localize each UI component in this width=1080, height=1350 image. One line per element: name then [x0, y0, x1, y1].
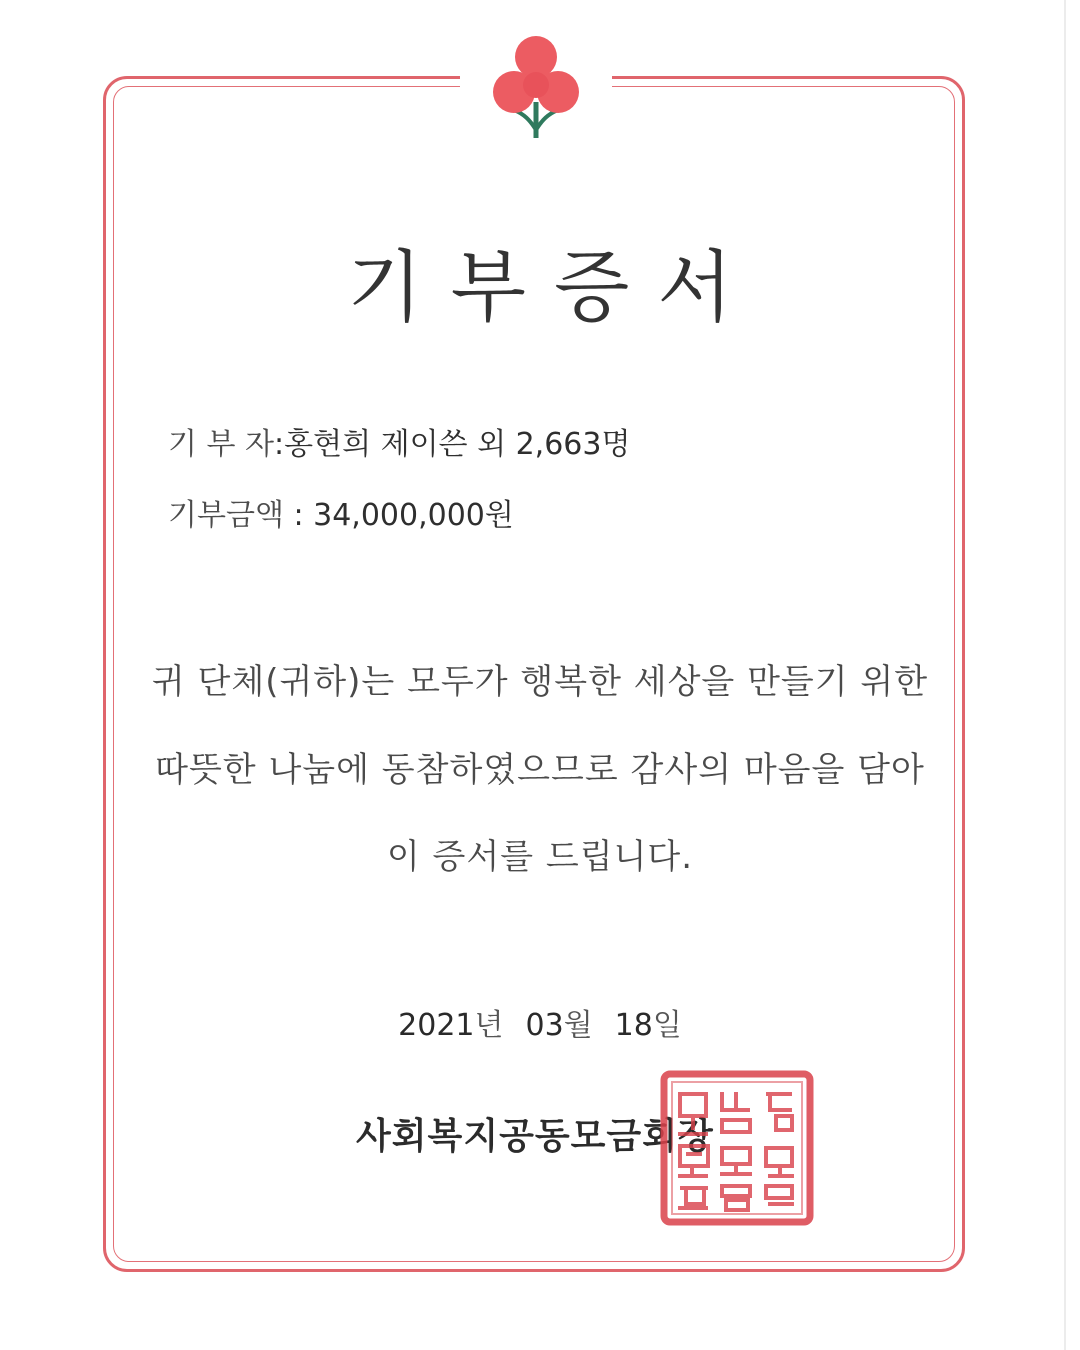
message-line-2: 따뜻한 나눔에 동참하였으므로 감사의 마음을 담아: [155, 750, 925, 790]
date-month-unit: 월: [563, 1008, 593, 1043]
donor-label: 기 부 자: [168, 427, 275, 462]
date-day-unit: 일: [652, 1008, 682, 1043]
amount-label: 기부금액: [168, 498, 284, 533]
date-month: 03: [525, 1008, 564, 1043]
three-fruits-logo-icon: [480, 30, 592, 142]
certificate-title: 기부증서: [347, 243, 761, 333]
message-line-3: 이 증서를 드립니다.: [386, 837, 694, 877]
amount-row: [168, 490, 514, 534]
issue-date: [0, 1000, 1080, 1044]
donor-row: [168, 419, 630, 463]
date-day: 18: [614, 1008, 653, 1043]
donor-value: 홍현희 제이쓴 외 2,663명: [284, 427, 631, 462]
official-seal-icon: [656, 1068, 818, 1228]
date-year-unit: 년: [474, 1008, 504, 1043]
message-line-1: 귀 단체(귀하)는 모두가 행복한 세상을 만들기 위한: [151, 662, 929, 702]
amount-value: 34,000,000원: [313, 498, 514, 533]
issuer-name: 사회복지공동모금회장: [356, 1116, 714, 1157]
donor-separator: :: [274, 427, 285, 462]
amount-separator: :: [293, 498, 304, 533]
date-year: 2021: [398, 1008, 475, 1043]
